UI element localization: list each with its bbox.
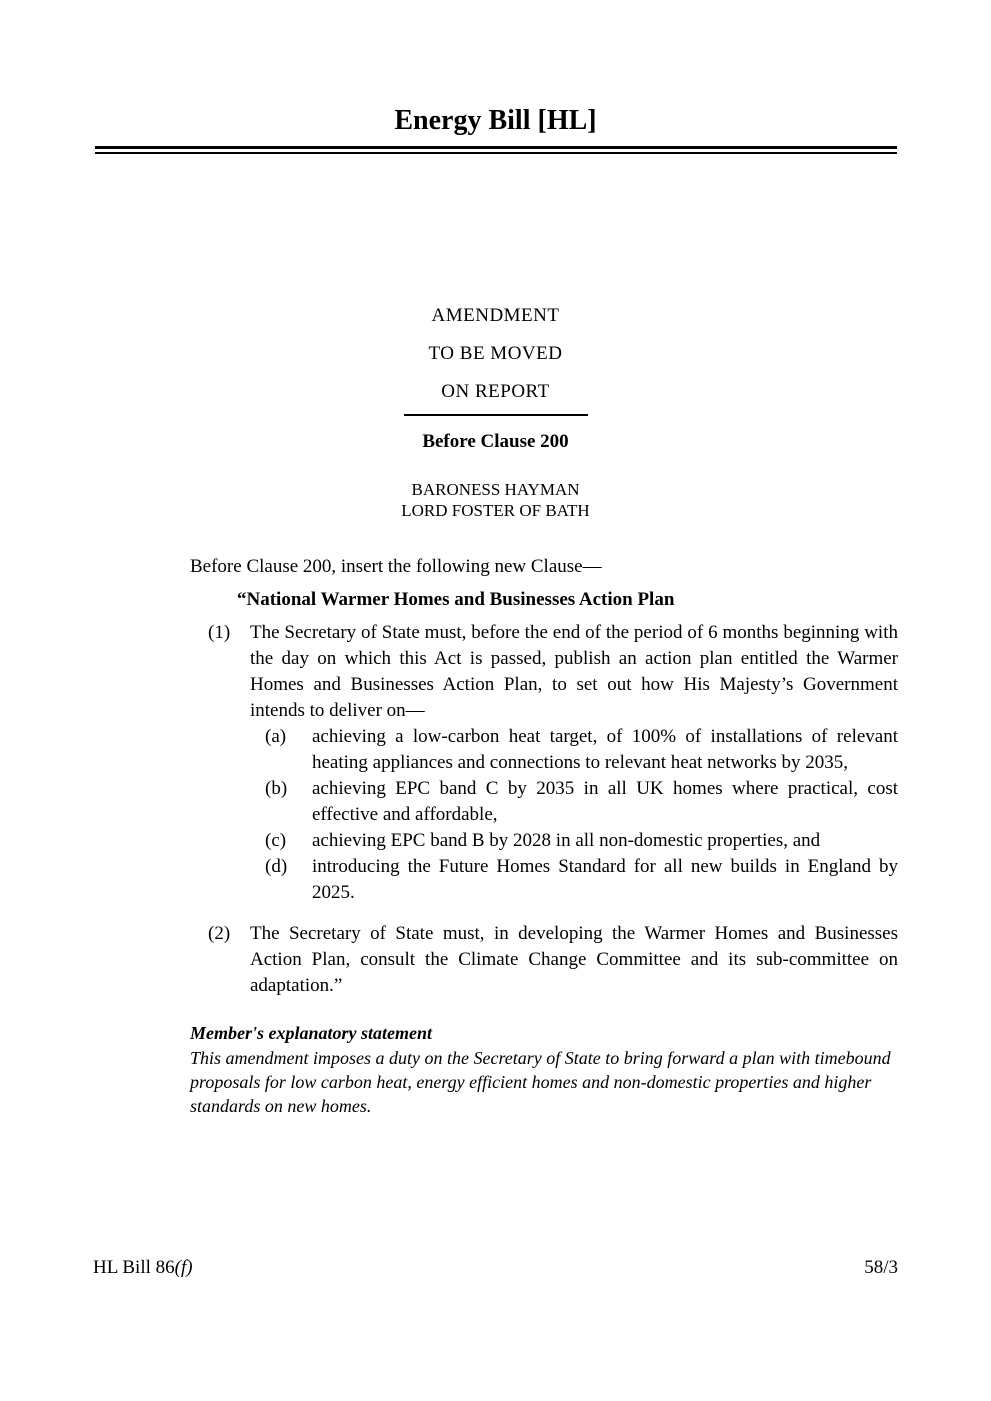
bill-number-text: HL Bill 86 xyxy=(93,1257,175,1278)
amendment-instruction: Before Clause 200, insert the following new Clause— xyxy=(190,556,602,577)
clause-item-text: introducing the Future Homes Standard for all new builds in England by 2025. xyxy=(312,856,898,903)
bill-number xyxy=(93,1257,193,1279)
session-number: 58/3 xyxy=(864,1257,898,1278)
bill-number-suffix: (f) xyxy=(174,1257,193,1278)
clause-item-letter: (b) xyxy=(265,778,288,799)
clause-item-d xyxy=(250,854,898,906)
clause-item-text: achieving EPC band B by 2028 in all non-domestic properties, and xyxy=(312,830,821,851)
page-footer xyxy=(93,1257,898,1279)
clause-item-c xyxy=(250,828,898,854)
new-clause-title: “National Warmer Homes and Businesses Action Plan xyxy=(237,589,675,610)
sponsor-name: LORD FOSTER OF BATH xyxy=(401,501,590,520)
clause-item-letter: (a) xyxy=(265,726,287,747)
subsection-number: (1) xyxy=(208,622,231,643)
sponsor-list xyxy=(0,479,991,521)
amendment-heading-line-2: TO BE MOVED xyxy=(428,343,563,364)
clause-reference: Before Clause 200 xyxy=(422,431,569,452)
amendment-heading-block xyxy=(0,306,991,401)
clause-item-letter: (d) xyxy=(265,856,288,877)
title-double-rule xyxy=(95,146,897,154)
subsection-text: The Secretary of State must, in developing the Warmer Homes and Businesses Action Plan, consult the Climate Change Committee and its sub-committee on adaptation.” xyxy=(250,923,898,996)
clause-item-a xyxy=(250,724,898,776)
explanatory-statement-text: This amendment imposes a duty on the Secretary of State to bring forward a plan with timebound proposals for low carbon heat, energy efficient homes and non-domestic properties and higher standards on new homes. xyxy=(190,1048,891,1116)
subsection-number: (2) xyxy=(208,923,231,944)
subsection-body xyxy=(250,921,898,999)
explanatory-statement-heading: Member's explanatory statement xyxy=(190,1023,432,1043)
clause-item-b xyxy=(250,776,898,828)
amendment-heading-line-1: AMENDMENT xyxy=(431,305,560,326)
subsection-body xyxy=(250,620,898,906)
report-heading-rule xyxy=(404,414,588,416)
amendment-heading-line-3: ON REPORT xyxy=(441,381,550,402)
subsection-2 xyxy=(208,921,898,999)
subsection-text: The Secretary of State must, before the end of the period of 6 months beginning with the day on which this Act is passed, publish an action plan entitled the Warmer Homes and Businesses Action Plan, to set out how His Majesty’s Government intends to deliver on— xyxy=(250,622,898,721)
subsection-1 xyxy=(208,620,898,906)
bill-title: Energy Bill [HL] xyxy=(394,105,597,136)
clause-item-text: achieving a low-carbon heat target, of 100% of installations of relevant heating appliances and connections to relevant heat networks by 2035, xyxy=(312,726,898,773)
clause-item-text: achieving EPC band C by 2035 in all UK homes where practical, cost effective and affordable, xyxy=(312,778,898,825)
sponsor-name: BARONESS HAYMAN xyxy=(411,480,580,499)
clause-item-letter: (c) xyxy=(265,830,287,851)
